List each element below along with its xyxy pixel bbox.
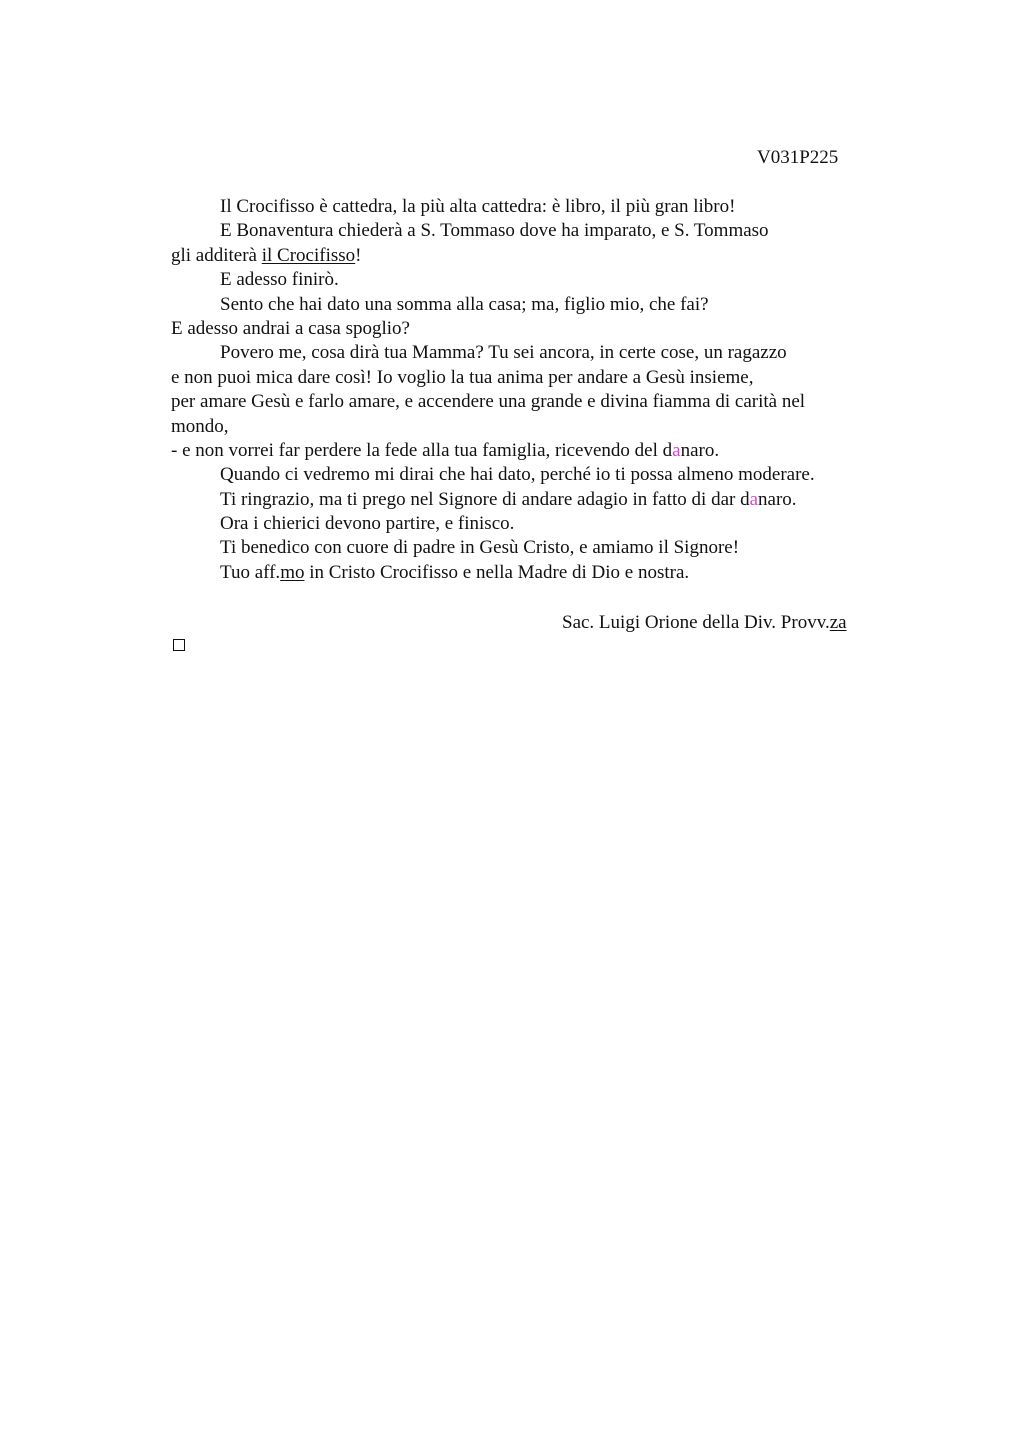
- line-14: Ora i chierici devono partire, e finisco.: [220, 513, 515, 535]
- signature-underlined-za: za: [829, 612, 847, 633]
- line-11: [171, 439, 891, 463]
- line-11-start: - e non vorrei far perdere la fede alla tua famiglia, ricevendo del d: [171, 439, 673, 461]
- underlined-crocifisso: il Crocifisso: [261, 244, 356, 266]
- signature: [562, 611, 847, 635]
- line-13-end: naro.: [758, 488, 797, 510]
- line-13-start: Ti ringrazio, ma ti prego nel Signore di andare adagio in fatto di dar d: [220, 488, 750, 510]
- line-10: mondo,: [171, 415, 229, 437]
- line-9: per amare Gesù e farlo amare, e accendere una grande e divina fiamma di carità nel: [171, 391, 806, 413]
- line-16-start: Tuo aff.: [220, 561, 281, 583]
- line-16-end: in Cristo Crocifisso e nella Madre di Dio e nostra.: [304, 561, 690, 583]
- highlighted-letter: a: [672, 439, 681, 461]
- signature-text: Sac. Luigi Orione della Div. Provv.: [562, 612, 830, 633]
- highlighted-letter: a: [749, 488, 759, 510]
- empty-square-icon: [173, 639, 185, 651]
- line-13: [171, 488, 891, 512]
- line-6: E adesso andrai a casa spoglio?: [171, 317, 410, 339]
- line-4: E adesso finirò.: [220, 269, 339, 291]
- line-8: e non puoi mica dare così! Io voglio la tua anima per andare a Gesù insieme,: [171, 366, 754, 388]
- line-1: Il Crocifisso è cattedra, la più alta cattedra: è libro, il più gran libro!: [220, 196, 736, 217]
- line-3: [171, 244, 891, 268]
- line-16: [171, 561, 891, 585]
- line-11-end: naro.: [680, 439, 720, 461]
- letter-body: [171, 195, 891, 585]
- underlined-mo: mo: [280, 561, 305, 583]
- page-reference: V031P225: [757, 147, 839, 168]
- line-5: Sento che hai dato una somma alla casa; ma, figlio mio, che fai?: [220, 293, 709, 315]
- line-2: E Bonaventura chiederà a S. Tommaso dove ha imparato, e S. Tommaso: [220, 220, 769, 242]
- line-15: Ti benedico con cuore di padre in Gesù Cristo, e amiamo il Signore!: [220, 537, 740, 559]
- line-3-end: !: [355, 244, 362, 266]
- line-7: Povero me, cosa dirà tua Mamma? Tu sei ancora, in certe cose, un ragazzo: [220, 342, 787, 364]
- line-12: Quando ci vedremo mi dirai che hai dato, perché io ti possa almeno moderare.: [220, 464, 815, 486]
- line-3-start: gli additerà: [171, 244, 262, 266]
